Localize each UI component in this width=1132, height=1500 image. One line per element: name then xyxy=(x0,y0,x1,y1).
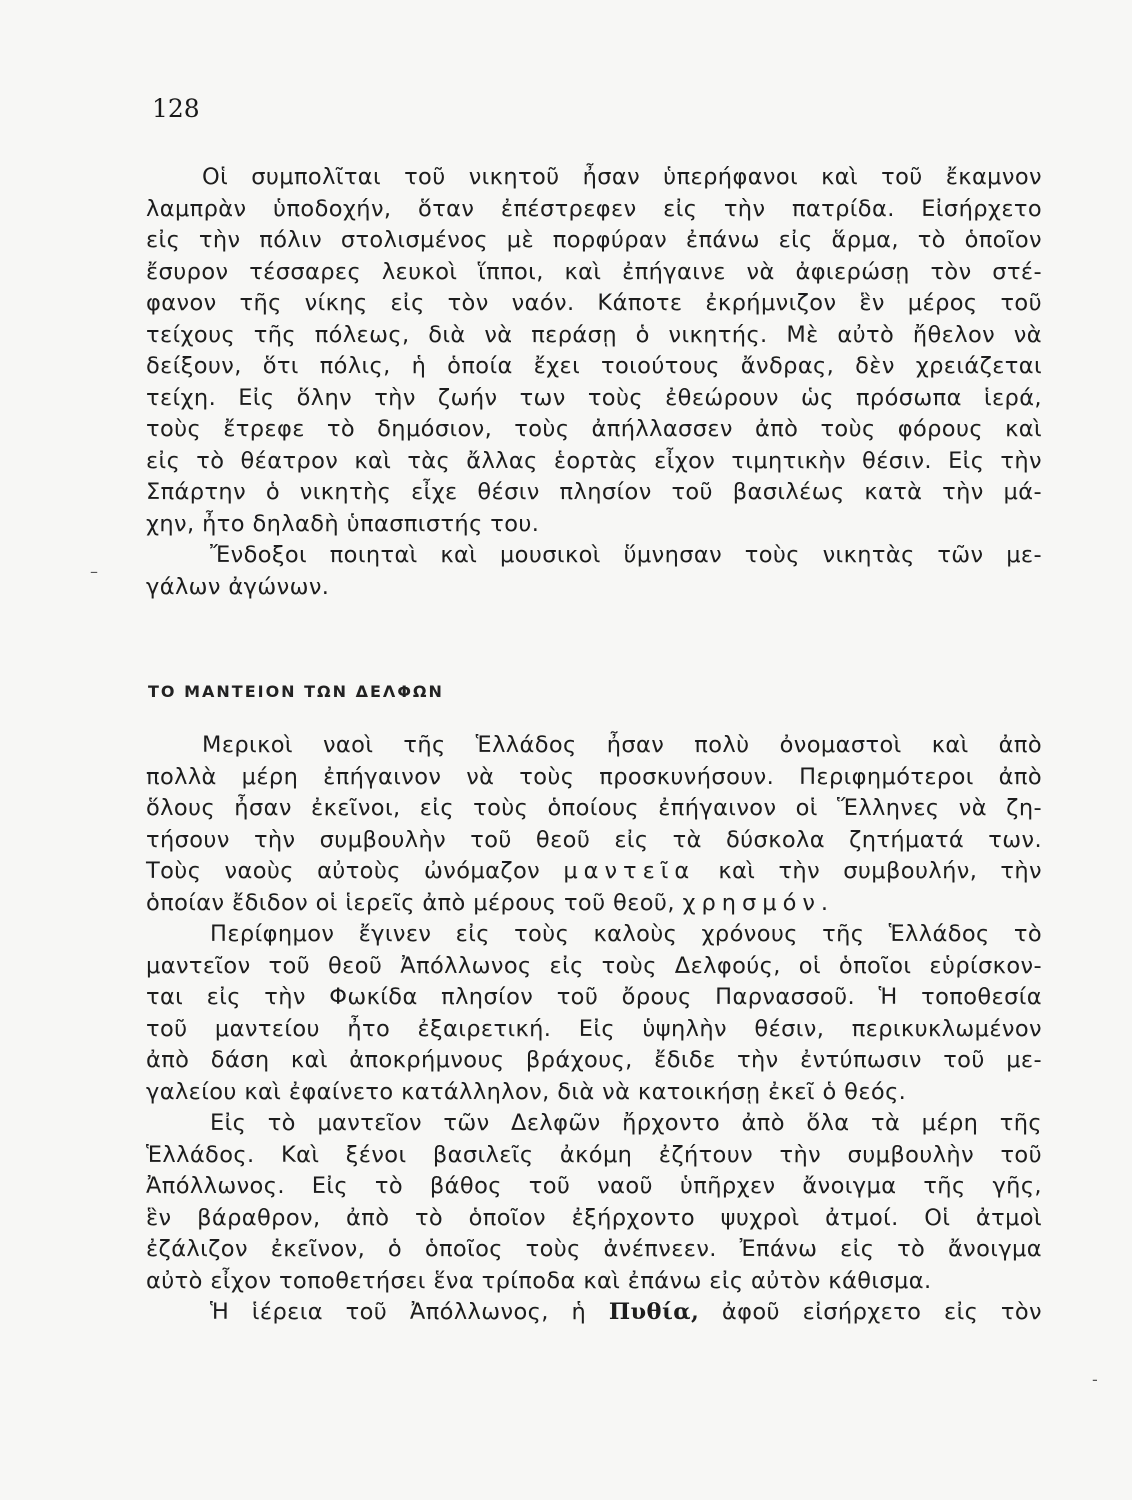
text-line: γαλείου καὶ ἐφαίνετο κατάλληλον, διὰ νὰ κατοικήσῃ ἐκεῖ ὁ θεός. xyxy=(146,1078,907,1105)
text-line-with-emphasis xyxy=(146,1297,1042,1329)
text-line: λαμπρὰν ὑποδοχήν, ὅταν ἐπέστρεφεν εἰς τὴν πατρίδα. Εἰσήρχετο xyxy=(146,195,1042,222)
text-line: μαντεῖον τοῦ θεοῦ Ἀπόλλωνος εἰς τοὺς Δελφούς, οἱ ὁποῖοι εὑρίσκον- xyxy=(146,952,1042,979)
paragraph-pythia xyxy=(146,1297,1042,1329)
section-heading: ΤΟ ΜΑΝΤΕΙΟΝ ΤΩΝ ΔΕΛΦΩΝ xyxy=(148,682,444,701)
line-text: ἀφοῦ εἰσήρχετο εἰς τὸν xyxy=(721,1299,1042,1325)
paragraph-delphi-visitors xyxy=(146,1108,1042,1297)
paragraph-temples xyxy=(146,730,1042,919)
text-line: πολλὰ μέρη ἐπήγαινον νὰ τοὺς προσκυνήσουν. Περιφημότεροι ἀπὸ xyxy=(146,763,1042,790)
text-line: τήσουν τὴν συμβουλὴν τοῦ θεοῦ εἰς τὰ δύσκολα ζητήματά των. xyxy=(146,826,1042,853)
paragraph-victors-honors xyxy=(146,162,1042,540)
spaced-term-manteia: μαντεῖα xyxy=(563,858,696,884)
text-line: τοὺς ἔτρεφε τὸ δημόσιον, τοὺς ἀπήλλασσεν ἀπὸ τοὺς φόρους καὶ xyxy=(146,416,1042,442)
line-text: Τοὺς ναοὺς αὐτοὺς ὠνόμαζον xyxy=(146,858,541,884)
spaced-term-chrismon: χρησμόν. xyxy=(682,889,835,916)
text-line: Ἑλλάδος. Καὶ ξένοι βασιλεῖς ἀκόμη ἐζήτουν τὴν συμβουλὴν τοῦ xyxy=(146,1141,1042,1168)
text-line: Μερικοὶ ναοὶ τῆς Ἑλλάδος ἦσαν πολὺ ὀνομαστοὶ καὶ ἀπὸ xyxy=(202,732,1042,758)
text-line: ὅλους ἦσαν ἐκεῖνοι, εἰς τοὺς ὁποίους ἐπήγαινον οἱ Ἕλληνες νὰ ζη- xyxy=(146,795,1042,821)
paragraph-poets xyxy=(146,540,1042,603)
page-number: 128 xyxy=(152,94,200,123)
text-line: Περίφημον ἔγινεν εἰς τοὺς καλοὺς χρόνους τῆς Ἑλλάδος τὸ xyxy=(210,921,1042,947)
text-line: φανον τῆς νίκης εἰς τὸν ναόν. Κάποτε ἐκρήμνιζον ἓν μέρος τοῦ xyxy=(146,290,1042,316)
text-block-victors xyxy=(146,162,1042,603)
text-line: Εἰς τὸ μαντεῖον τῶν Δελφῶν ἤρχοντο ἀπὸ ὅλα τὰ μέρη τῆς xyxy=(210,1110,1042,1136)
text-line: αὐτὸ εἶχον τοποθετήσει ἕνα τρίποδα καὶ ἐπάνω εἰς αὐτὸν κάθισμα. xyxy=(146,1267,932,1294)
text-line: ἐζάλιζον ἐκεῖνον, ὁ ὁποῖος τοὺς ἀνέπνεεν. Ἐπάνω εἰς τὸ ἄνοιγμα xyxy=(146,1236,1042,1262)
text-line: εἰς τὴν πόλιν στολισμένος μὲ πορφύραν ἐπάνω εἰς ἅρμα, τὸ ὁποῖον xyxy=(146,227,1042,253)
text-line-with-emphasis xyxy=(146,888,1042,920)
bold-term-pythia: Πυθία, xyxy=(608,1299,700,1325)
text-line: εἰς τὸ θέατρον καὶ τὰς ἄλλας ἑορτὰς εἶχον τιμητικὴν θέσιν. Εἰς τὴν xyxy=(146,447,1042,474)
margin-dash-mark: – xyxy=(90,562,98,581)
line-text: καὶ τὴν συμβουλήν, τὴν xyxy=(718,858,1043,884)
text-line: τείχη. Εἰς ὅλην τὴν ζωήν των τοὺς ἐθεώρουν ὡς πρόσωπα ἱερά, xyxy=(146,384,1042,411)
text-line: ἀπὸ δάση καὶ ἀποκρήμνους βράχους, ἔδιδε τὴν ἐντύπωσιν τοῦ με- xyxy=(146,1047,1042,1073)
text-line: δείξουν, ὅτι πόλις, ἡ ὁποία ἔχει τοιούτους ἄνδρας, δὲν χρειάζεται xyxy=(146,353,1042,379)
text-line: ἔσυρον τέσσαρες λευκοὶ ἵπποι, καὶ ἐπήγαινε νὰ ἀφιερώσῃ τὸν στέ- xyxy=(146,258,1042,285)
text-line: τείχους τῆς πόλεως, διὰ νὰ περάσῃ ὁ νικητής. Μὲ αὐτὸ ἤθελον νὰ xyxy=(146,321,1042,348)
text-line: Οἱ συμπολῖται τοῦ νικητοῦ ἦσαν ὑπερήφανοι καὶ τοῦ ἔκαμνον xyxy=(202,164,1042,190)
text-line: ται εἰς τὴν Φωκίδα πλησίον τοῦ ὄρους Παρνασσοῦ. Ἡ τοποθεσία xyxy=(146,984,1042,1010)
text-line: Σπάρτην ὁ νικητὴς εἶχε θέσιν πλησίον τοῦ βασιλέως κατὰ τὴν μά- xyxy=(146,479,1042,505)
line-text: Ἡ ἱέρεια τοῦ Ἀπόλλωνος, ἡ xyxy=(210,1299,587,1325)
text-line: Ἔνδοξοι ποιηταὶ καὶ μουσικοὶ ὕμνησαν τοὺς νικητὰς τῶν με- xyxy=(210,542,1042,568)
text-line-with-emphasis xyxy=(146,856,1042,888)
paragraph-delphi-location xyxy=(146,919,1042,1108)
text-block-oracle xyxy=(146,730,1042,1329)
text-line: τοῦ μαντείου ἦτο ἐξαιρετική. Εἰς ὑψηλὴν θέσιν, περικυκλωμένον xyxy=(146,1015,1042,1042)
text-line: γάλων ἀγώνων. xyxy=(146,573,330,600)
line-text: ὁποίαν ἔδιδον οἱ ἱερεῖς ἀπὸ μέρους τοῦ θεοῦ, xyxy=(146,889,675,916)
text-line: ἓν βάραθρον, ἀπὸ τὸ ὁποῖον ἐξήρχοντο ψυχροὶ ἀτμοί. Οἱ ἀτμοὶ xyxy=(146,1204,1042,1231)
margin-dash-mark: - xyxy=(1092,1370,1098,1389)
text-line: χην, ἦτο δηλαδὴ ὑπασπιστής του. xyxy=(146,510,540,537)
text-line: Ἀπόλλωνος. Εἰς τὸ βάθος τοῦ ναοῦ ὑπῆρχεν ἄνοιγμα τῆς γῆς, xyxy=(146,1173,1042,1199)
